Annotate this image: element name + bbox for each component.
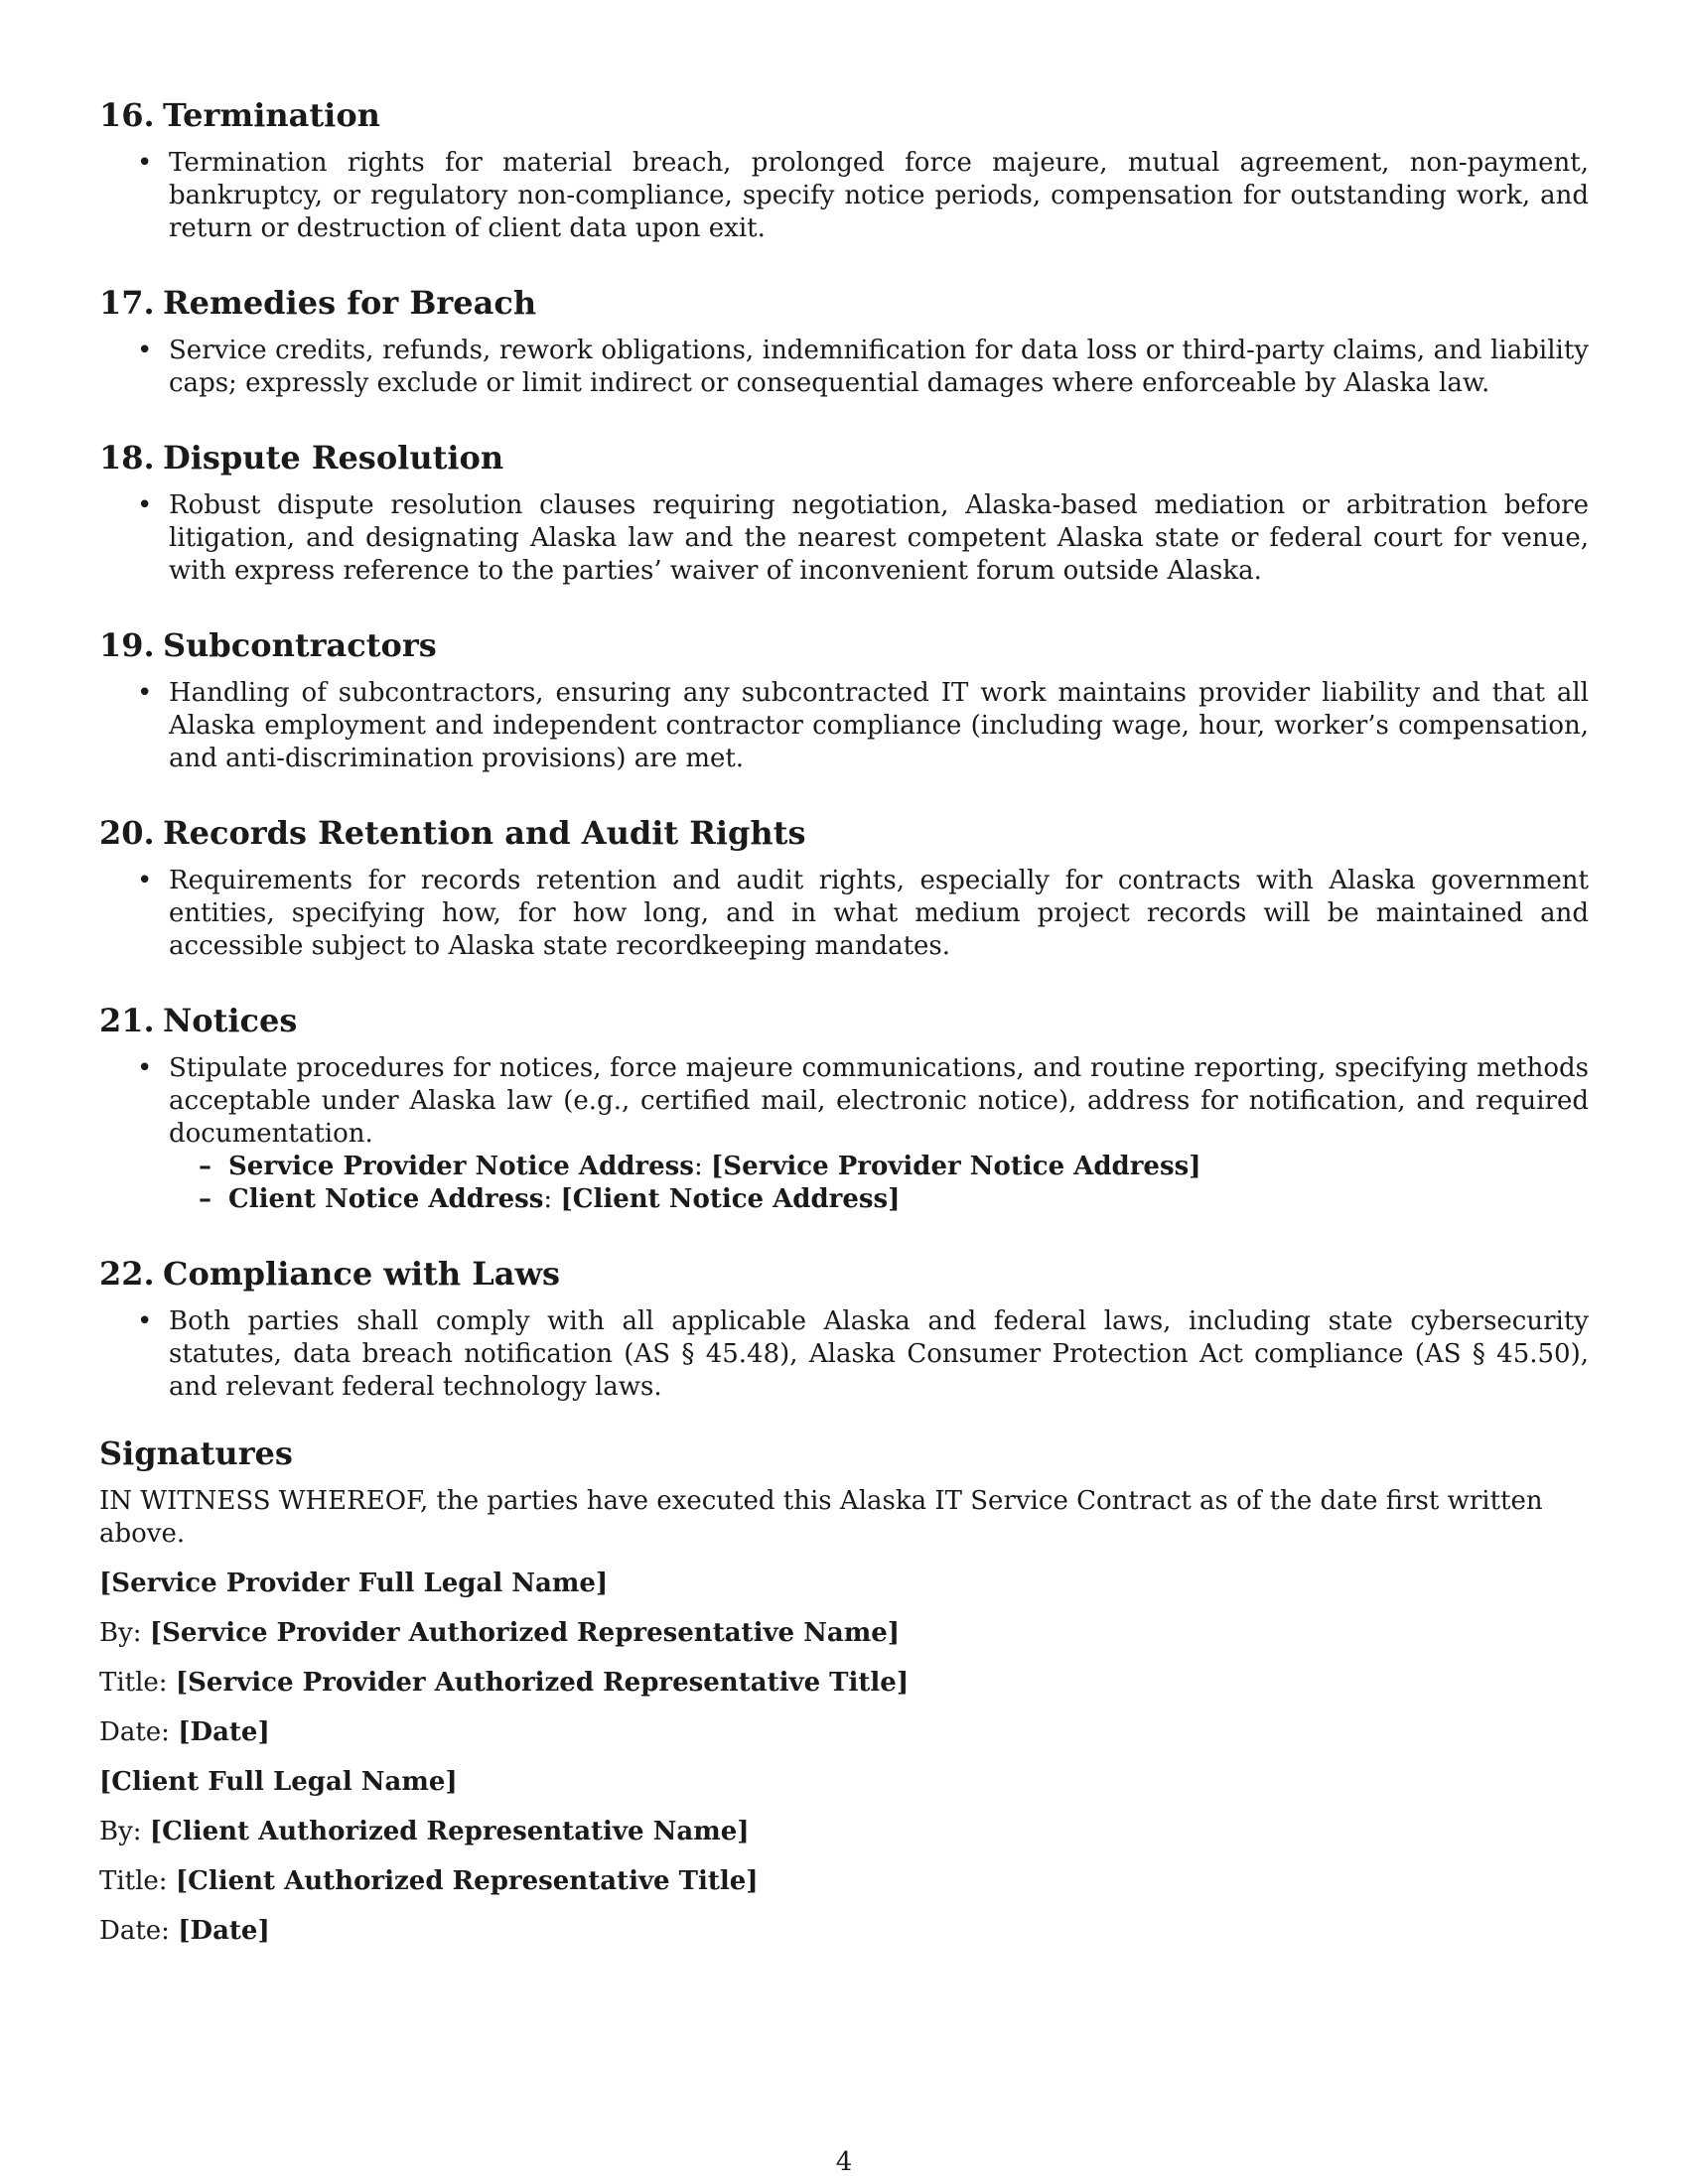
signatures-heading: Signatures — [99, 1434, 293, 1472]
by-label: By: — [99, 1618, 150, 1648]
section-remedies-for-breach — [99, 283, 1589, 400]
section-notices — [99, 1001, 1589, 1216]
section-title: Dispute Resolution — [163, 439, 504, 477]
notice-address-label: Service Provider Notice Address — [228, 1152, 694, 1181]
section-bullet: • Handling of subcontractors, ensuring any subcontracted IT work maintains provider liability and that all Alaska employment and independent contractor compliance (including wage, hour, worker’s compensation, and anti-discrimination provisions) are met. — [99, 677, 1589, 775]
section-bullet — [99, 1052, 1589, 1216]
date-label: Date: — [99, 1916, 179, 1946]
client-representative-name: [Client Authorized Representative Name] — [149, 1817, 750, 1846]
provider-representative-name: [Service Provider Authorized Representative Name] — [149, 1618, 901, 1648]
section-termination — [99, 95, 1589, 245]
client-title-line — [99, 1865, 1589, 1898]
section-heading — [99, 1254, 1589, 1294]
notice-address-item — [169, 1151, 1589, 1183]
section-bullet: • Service credits, refunds, rework obligations, indemnification for data loss or third-party claims, and liability caps; expressly exclude or limit indirect or consequential damages where enforceable by Alaska law. — [99, 335, 1589, 400]
section-number: 19. — [99, 626, 155, 664]
section-heading — [99, 813, 1589, 853]
title-label: Title: — [99, 1866, 176, 1896]
section-number: 22. — [99, 1255, 155, 1293]
notice-address-value: [Client Notice Address] — [560, 1184, 901, 1214]
section-bullet: • Robust dispute resolution clauses requiring negotiation, Alaska-based mediation or arbitration before litigation, and designating Alaska law and the nearest competent Alaska state or federal court for venue, with express reference to the parties’ waiver of inconvenient forum outside Alaska. — [99, 489, 1589, 588]
section-number: 21. — [99, 1002, 155, 1039]
section-number: 16. — [99, 96, 155, 134]
section-bullet: • Termination rights for material breach, prolonged force majeure, mutual agreement, non-payment, bankruptcy, or regulatory non-compliance, specify notice periods, compensation for outstanding work, and return or destruction of client data upon exit. — [99, 147, 1589, 245]
section-compliance-with-laws — [99, 1254, 1589, 1404]
notice-address-value: [Service Provider Notice Address] — [710, 1152, 1201, 1181]
section-heading — [99, 625, 1589, 665]
notice-address-separator: : — [693, 1152, 711, 1181]
provider-by-line — [99, 1617, 1589, 1650]
section-title: Subcontractors — [163, 626, 437, 664]
section-title: Compliance with Laws — [163, 1255, 561, 1293]
page-number: 4 — [835, 2147, 853, 2177]
section-bullet: • Requirements for records retention and audit rights, especially for contracts with Alaska government entities, specifying how, for how long, and in what medium project records will be maintained and accessible subject to Alaska state recordkeeping mandates. — [99, 865, 1589, 963]
section-bullet-text: Stipulate procedures for notices, force majeure communications, and routine reporting, specifying methods acceptable under Alaska law (e.g., certified mail, electronic notice), address for notification, and required documentation. — [169, 1053, 1589, 1149]
client-legal-name — [99, 1766, 1589, 1799]
client-legal-name-value: [Client Full Legal Name] — [99, 1767, 458, 1797]
section-heading — [99, 283, 1589, 323]
document-page — [99, 95, 1589, 1965]
provider-date-line — [99, 1716, 1589, 1749]
client-by-line — [99, 1816, 1589, 1848]
section-bullet: • Both parties shall comply with all applicable Alaska and federal laws, including state cybersecurity statutes, data breach notification (AS § 45.48), Alaska Consumer Protection Act compliance (AS § 45.50), and relevant federal technology laws. — [99, 1305, 1589, 1404]
notice-address-separator: : — [543, 1184, 561, 1214]
section-records-retention — [99, 813, 1589, 963]
section-title: Notices — [163, 1002, 298, 1039]
section-title: Termination — [163, 96, 380, 134]
by-label: By: — [99, 1817, 150, 1846]
witness-statement: IN WITNESS WHEREOF, the parties have executed this Alaska IT Service Contract as of the date first written above. — [99, 1486, 1543, 1549]
provider-representative-title: [Service Provider Authorized Representative Title] — [175, 1668, 910, 1698]
provider-legal-name — [99, 1568, 1589, 1600]
section-number: 18. — [99, 439, 155, 477]
notice-address-label: Client Notice Address — [228, 1184, 544, 1214]
section-heading — [99, 1001, 1589, 1040]
section-title: Records Retention and Audit Rights — [163, 814, 806, 852]
client-date-value: [Date] — [178, 1916, 270, 1946]
section-title: Remedies for Breach — [163, 284, 537, 322]
provider-legal-name-value: [Service Provider Full Legal Name] — [99, 1569, 609, 1598]
provider-title-line — [99, 1667, 1589, 1700]
section-dispute-resolution — [99, 438, 1589, 588]
section-number: 20. — [99, 814, 155, 852]
title-label: Title: — [99, 1668, 176, 1698]
section-number: 17. — [99, 284, 155, 322]
section-heading — [99, 95, 1589, 135]
signatures-block — [99, 1433, 1589, 1948]
section-heading — [99, 438, 1589, 478]
client-date-line — [99, 1915, 1589, 1948]
section-subcontractors — [99, 625, 1589, 775]
client-representative-title: [Client Authorized Representative Title] — [175, 1866, 759, 1896]
provider-date-value: [Date] — [178, 1717, 270, 1747]
date-label: Date: — [99, 1717, 179, 1747]
notice-address-item — [169, 1183, 1589, 1216]
